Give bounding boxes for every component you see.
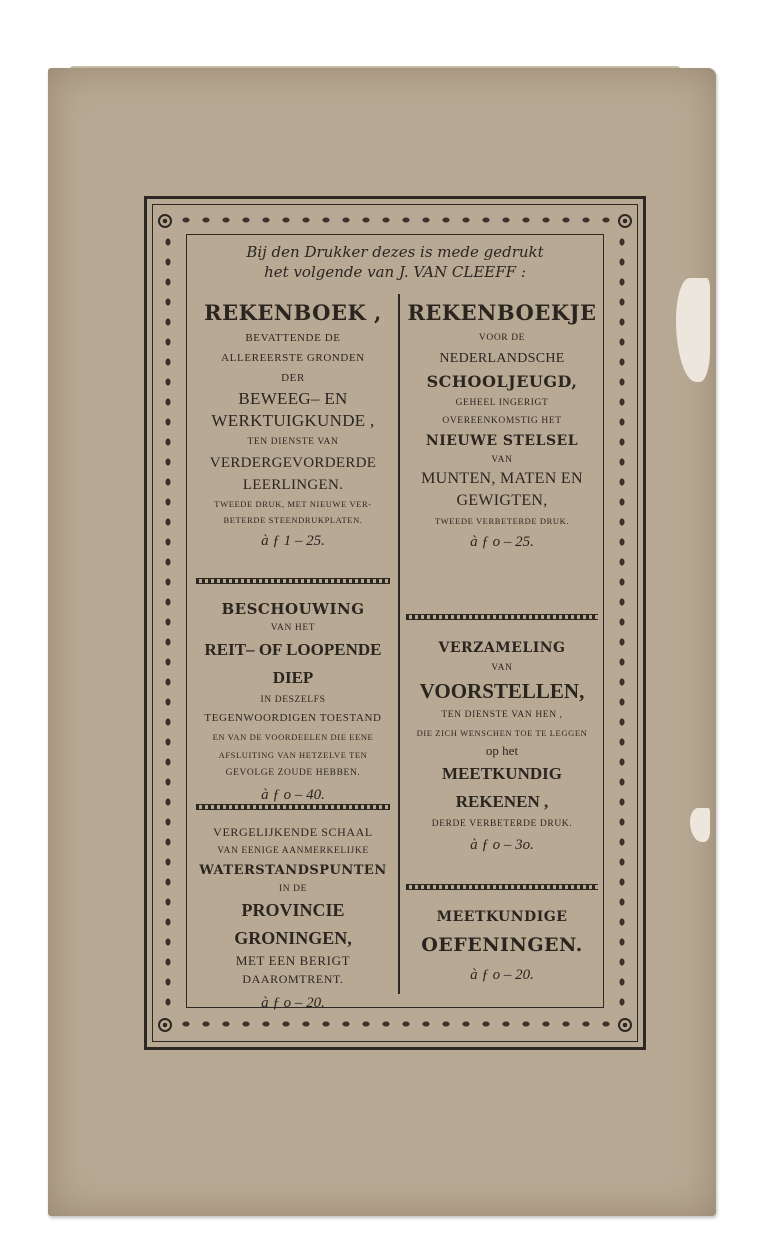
book-line: PROVINCIE GRONINGEN, [234,900,352,948]
book-price: à ƒ o – 3o. [470,837,534,853]
book-line: VERDERGEVORDERDE [209,455,377,471]
book-line: IN DE [278,884,308,894]
notice-line-1: Bij den Drukker dezes is mede gedrukt [246,243,544,261]
left-column-book-1 [190,298,396,554]
book-price: à ƒ o – 25. [470,534,534,550]
corner-rosette-icon [618,1018,632,1032]
book-price: à ƒ o – 20. [261,995,325,1011]
section-separator [196,804,390,810]
book-line: VOORSTELLEN, [419,679,585,703]
book-line: SCHOOLJEUGD, [426,372,578,391]
section-separator [196,578,390,584]
right-column-book-3 [402,904,602,990]
section-separator [406,614,598,620]
corner-rosette-icon [618,214,632,228]
book-line: VAN HET [270,623,316,633]
book-title: BESCHOUWING [221,600,365,618]
book-title: REKENBOEK , [204,300,382,325]
book-line: REIT– OF LOOPENDE DIEP [204,640,382,687]
book-line: GEWIGTEN, [456,492,548,509]
book-price: à ƒ o – 40. [261,787,325,803]
book-line: BETERDE STEENDRUKPLATEN. [223,515,363,525]
book-line: WERKTUIGKUNDE , [211,411,375,430]
book-line: MUNTEN, MATEN EN [421,470,583,487]
book-line: op het [485,743,519,758]
corner-rosette-icon [158,214,172,228]
column-divider [398,294,400,994]
publisher-notice [190,242,600,282]
top-vine-ornament [176,212,614,228]
book-line: BEWEEG– EN [238,389,348,408]
book-line: DER [281,372,305,384]
corner-rosette-icon [158,1018,172,1032]
book-line: IN DESZELFS [260,695,326,705]
book-title: MEETKUNDIGE [436,909,568,925]
book-line: MEETKUNDIG REKENEN , [442,764,562,811]
bottom-vine-ornament [176,1016,614,1032]
book-line: VOOR DE [478,333,526,343]
left-column-book-2 [190,598,396,808]
book-line: TEN DIENSTE VAN [247,437,339,447]
book-line: EN VAN DE VOORDEELEN DIE EENE [212,732,374,742]
book-line: VERGELIJKENDE SCHAAL [213,825,373,839]
book-line: VAN [491,663,513,673]
section-separator [406,884,598,890]
book-line: TEGENWOORDIGEN TOESTAND [204,712,382,724]
notice-line-2: het volgende van J. VAN CLEEFF : [264,263,526,281]
book-line: GEHEEL INGERIGT [455,398,549,408]
book-line: MET EEN BERIGT [235,953,351,968]
right-column-book-1 [402,298,602,554]
book-line: TWEEDE DRUK, MET NIEUWE VER- [214,499,372,509]
book-line: DIE ZICH WENSCHEN TOE TE LEGGEN [416,728,588,738]
book-line: LEERLINGEN. [242,477,344,493]
book-line: OVEREENKOMSTIG HET [442,416,562,426]
book-price: à ƒ o – 20. [470,967,534,983]
book-line: VAN EENIGE AANMERKELIJKE [217,846,369,856]
book-title: REKENBOEKJE [407,300,597,325]
left-column-book-3 [190,822,396,1018]
book-price: à ƒ 1 – 25. [261,533,325,549]
left-vine-ornament [160,232,176,1008]
book-line: BEVATTENDE DE [245,332,341,344]
book-title: VERZAMELING [438,640,566,656]
book-line: TEN DIENSTE VAN HEN , [441,710,563,720]
book-line: NEDERLANDSCHE [439,351,565,366]
book-line: NIEUWE STELSEL [425,433,579,449]
book-line: DAAROMTRENT. [242,972,344,986]
book-title: WATERSTANDSPUNTEN [199,863,387,878]
book-line: AFSLUITING VAN HETZELVE TEN [218,750,368,760]
book-line: OEFENINGEN. [421,934,583,956]
book-line: TWEEDE VERBETERDE DRUK. [434,516,570,526]
right-column-book-2 [402,636,602,858]
book-line: ALLEREERSTE GRONDEN [221,352,365,364]
right-vine-ornament [614,232,630,1008]
book-line: DERDE VERBETERDE DRUK. [431,819,573,829]
book-line: VAN [491,455,513,465]
book-line: GEVOLGE ZOUDE HEBBEN. [225,768,361,778]
